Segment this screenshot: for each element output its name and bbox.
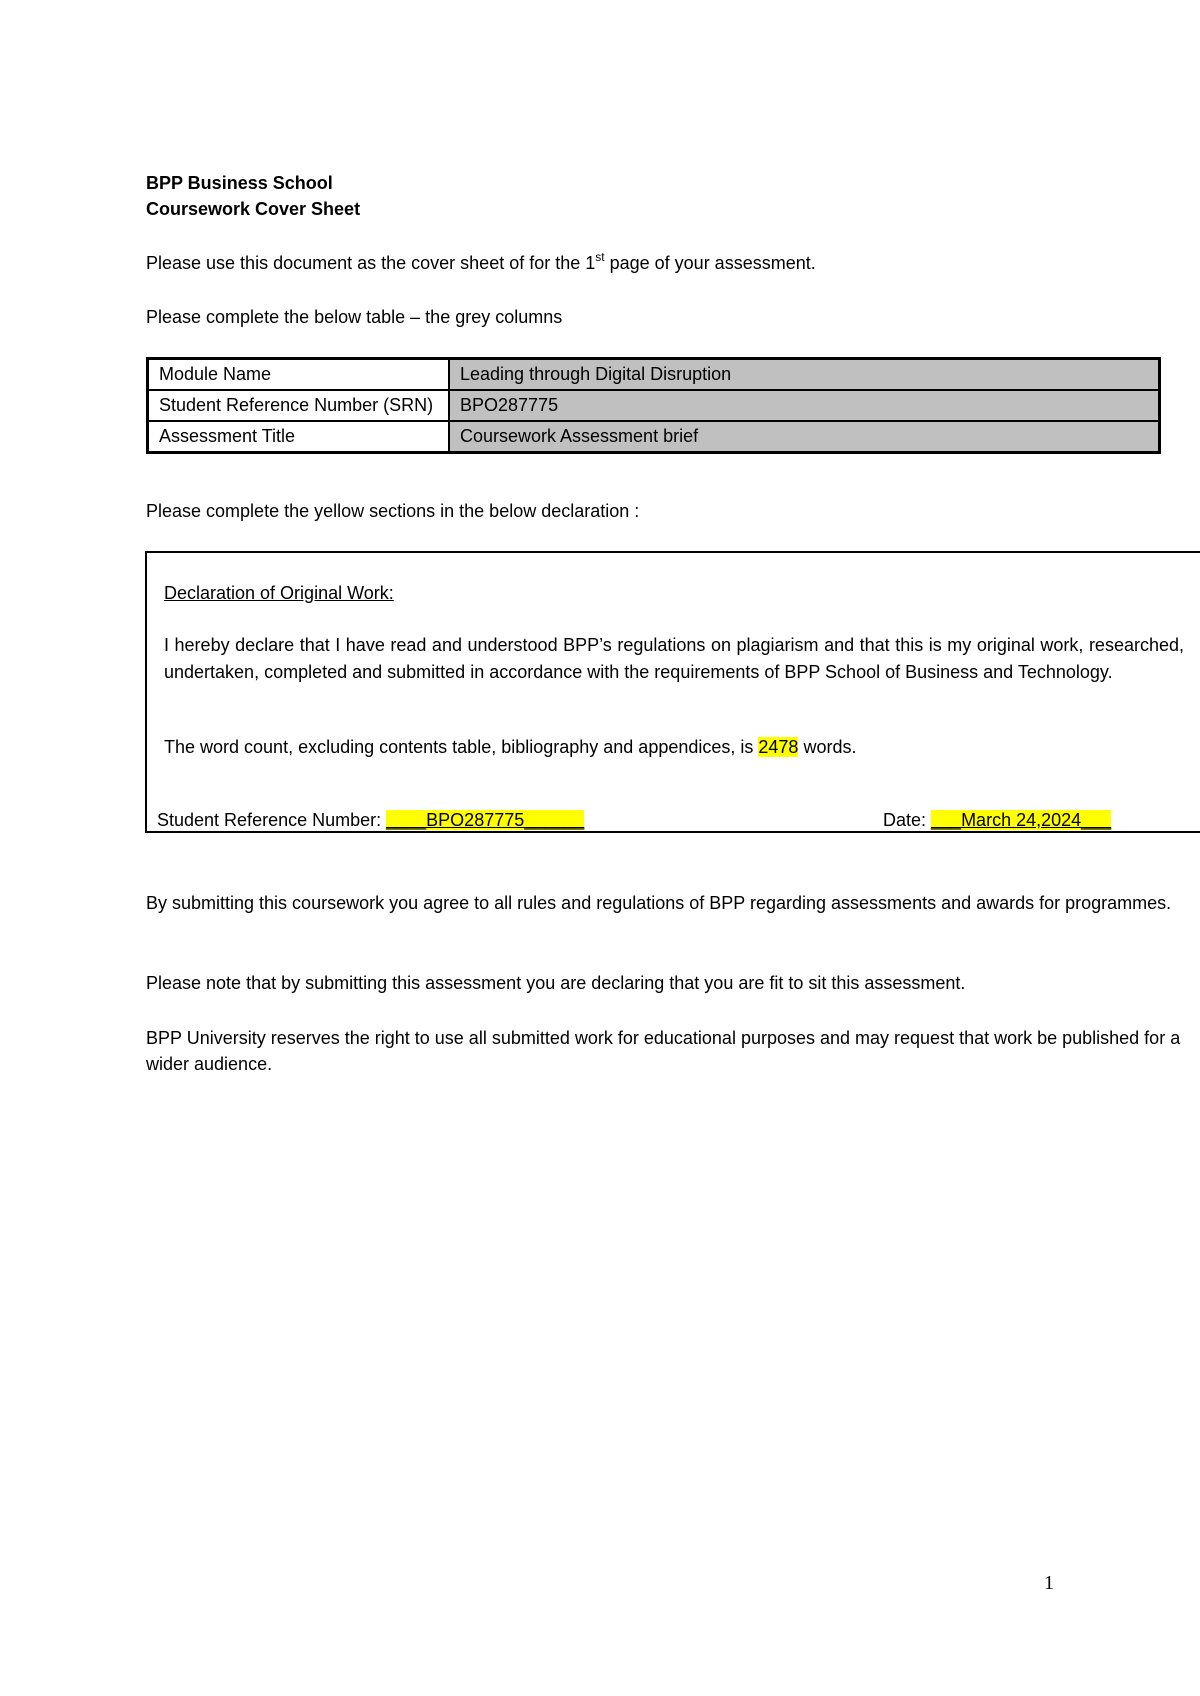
declaration-prompt: Please complete the yellow sections in the below declaration : xyxy=(146,501,640,521)
word-count-value[interactable]: 2478 xyxy=(758,737,799,757)
srn-signature-value[interactable]: ____BPO287775______ xyxy=(386,810,585,830)
agreement-paragraph: By submitting this coursework you agree to all rules and regulations of BPP regarding assessments and awards for programmes. xyxy=(146,893,1172,913)
module-name-value[interactable]: Leading through Digital Disruption xyxy=(449,359,1160,391)
module-name-label: Module Name xyxy=(148,359,450,391)
instruction-line-2: Please complete the below table – the grey columns xyxy=(146,307,563,327)
declaration-heading: Declaration of Original Work: xyxy=(164,583,394,603)
rights-paragraph: BPP University reserves the right to use all submitted work for educational purposes and may request that work be published for a wider audience. xyxy=(146,1028,1181,1074)
srn-label: Student Reference Number (SRN) xyxy=(148,390,450,421)
table-row xyxy=(148,359,1160,391)
table-row xyxy=(148,390,1160,421)
page-number: 1 xyxy=(1044,1572,1054,1594)
module-info-table xyxy=(146,357,1161,454)
assessment-title-value[interactable]: Coursework Assessment brief xyxy=(449,421,1160,453)
declaration-body: I hereby declare that I have read and understood BPP’s regulations on plagiarism and that this is my original work, researched, undertaken, completed and submitted in accordance with the requirements of BPP School of Business and Technology. xyxy=(164,635,1184,682)
instruction-line-1: Please use this document as the cover sheet of for the 1st page of your assessment. xyxy=(146,250,816,273)
date-value[interactable]: ___March 24,2024___ xyxy=(931,810,1112,830)
word-count-line: The word count, excluding contents table, bibliography and appendices, is 2478 words. xyxy=(164,737,857,757)
date-line: Date: ___March 24,2024___ xyxy=(883,810,1112,830)
table-row xyxy=(148,421,1160,453)
school-name: BPP Business School xyxy=(146,173,333,193)
srn-signature-line: Student Reference Number: ____BPO287775______ xyxy=(157,810,585,830)
fitness-paragraph: Please note that by submitting this assessment you are declaring that you are fit to sit this assessment. xyxy=(146,973,966,993)
srn-value[interactable]: BPO287775 xyxy=(449,390,1160,421)
assessment-title-label: Assessment Title xyxy=(148,421,450,453)
document-title: Coursework Cover Sheet xyxy=(146,199,361,219)
